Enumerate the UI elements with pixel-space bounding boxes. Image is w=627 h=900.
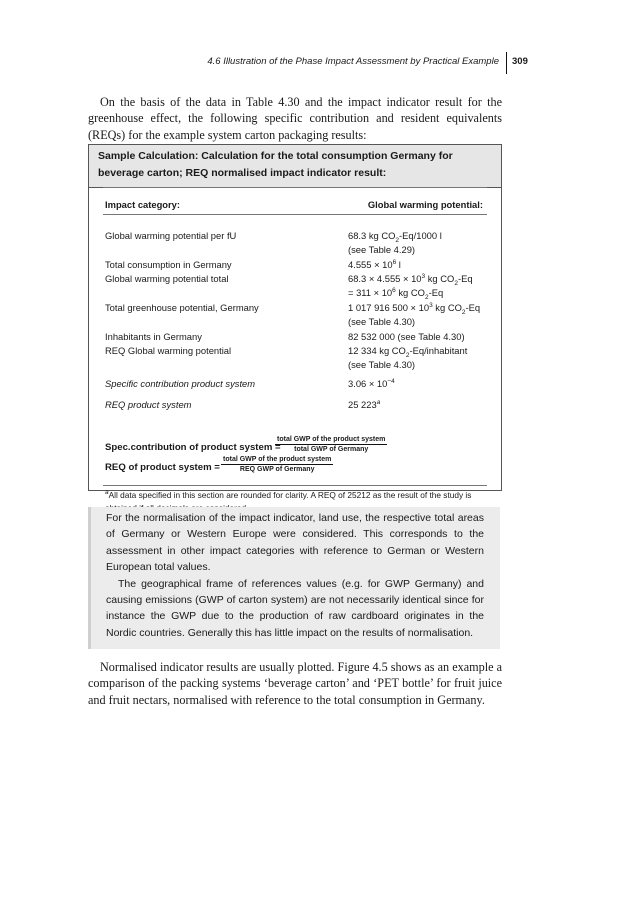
row-total-consumption-value: $4.555 \times 10^6$ l <box>348 258 401 270</box>
formula-spec-contribution-lhs: Spec.contribution of product system = <box>105 442 281 453</box>
row-req-gwp-label: REQ Global warming potential <box>105 345 232 356</box>
note-paragraph-2: The geographical frame of references values (e.g. for GWP Germany) and causing emissions (GWP of carton system) are not necessarily identical since for instance the GWP due to the production of raw cardboard originates in the Nordic countries. Generally this has little impact on the results of normalisation. <box>106 577 484 639</box>
footnote-text: All data specified in this section are rounded for clarity. A REQ of 25212 as the result of the study is <box>108 490 472 500</box>
formula-spec-contribution <box>105 437 405 457</box>
formula-req-product-system-denominator: REQ GWP of Germany <box>239 466 315 473</box>
row-gwp-per-fu-value: 68.3 kg $CO_2-Eq/1000$ l <box>348 230 442 244</box>
table-header-row <box>103 188 487 214</box>
row-inhabitants-label: Inhabitants in Germany <box>105 331 202 342</box>
column-header-gwp: Global warming potential: <box>367 199 483 210</box>
row-gwp-per-fu-label: Global warming potential per fU <box>105 230 237 241</box>
formula-spec-contribution-numerator: total GWP of the product system <box>277 436 386 443</box>
note-box-text <box>106 510 484 641</box>
row-total-greenhouse-ref: (see Table 4.30) <box>348 316 416 327</box>
header-divider <box>506 52 507 74</box>
header-title: 4.6 Illustration of the Phase Impact Assessment by Practical Example <box>207 56 499 67</box>
note-box-sidebar <box>88 507 91 649</box>
row-specific-contribution-value: $3.06 \times 10^{-4}$ <box>348 377 395 389</box>
row-gwp-per-fu-ref: (see Table 4.29) <box>348 244 416 255</box>
table-rows <box>103 219 487 414</box>
table-header-rule <box>103 214 487 215</box>
formula-spec-contribution-fraction <box>275 436 387 453</box>
note-paragraph-1: For the normalisation of the impact indicator, land use, the respective total areas of Germany or Western Europe were considered. This corresponds to the assessment in other impact categories with reference to German or Western European total values. <box>106 512 484 574</box>
row-req-gwp-value: 12 334 kg $CO_2-Eq$/inhabitant <box>348 345 468 359</box>
row-req-gwp-ref: (see Table 4.30) <box>348 359 416 370</box>
row-gwp-total-value: $68.3 \times 4.555 \times 10^3$ kg $CO_2-Eq$ <box>348 272 473 287</box>
row-req-product-system-label: REQ product system <box>105 399 192 410</box>
formula-req-product-system-lhs: REQ of product system = <box>105 462 220 473</box>
row-req-product-system-value: 25 223$^a$ <box>348 398 381 410</box>
row-specific-contribution-label: Specific contribution product system <box>105 378 256 389</box>
row-inhabitants-value: 82 532 000 (see Table 4.30) <box>348 331 465 342</box>
footnote-mark: a <box>105 489 109 497</box>
row-gwp-total-label: Global warming potential total <box>105 273 229 284</box>
formula-req-product-system <box>105 457 405 479</box>
sample-calculation-title: Sample Calculation: Calculation for the total consumption Germany for beverage carton; REQ normalised impact indicator result: <box>89 145 501 188</box>
column-header-impact-category: Impact category: <box>105 199 181 210</box>
row-total-greenhouse-label: Total greenhouse potential, Germany <box>105 302 259 313</box>
formula-req-product-system-fraction <box>221 456 333 473</box>
sample-calculation-table <box>103 187 487 500</box>
page-number: 309 <box>512 56 528 67</box>
intro-paragraph: On the basis of the data in Table 4.30 and the impact indicator result for the greenhouse effect, the following specific contribution and resident equivalents (REQs) for the example system carton packaging results: <box>88 95 502 142</box>
formula-spec-contribution-denominator: total GWP of Germany <box>294 446 369 453</box>
running-header <box>0 52 627 74</box>
note-box <box>88 507 500 649</box>
formula-req-product-system-numerator: total GWP of the product system <box>223 456 332 463</box>
row-total-consumption-label: Total consumption in Germany <box>105 259 232 270</box>
row-total-greenhouse-value: 1 017 916 $500 \times 10^3$ kg $CO_2-Eq$ <box>348 301 481 316</box>
row-gwp-total-result: = $311 \times 10^6$ kg $CO_2-Eq$ <box>348 286 444 301</box>
footnote-rule <box>103 485 487 486</box>
sample-calculation-box <box>88 144 502 500</box>
closing-paragraph: Normalised indicator results are usually plotted. Figure 4.5 shows as an example a comparison of the packing systems ‘beverage carton’ and ‘PET bottle’ for fruit juice and fruit nectars, normalised with reference to the total consumption in Germany. <box>88 660 502 707</box>
